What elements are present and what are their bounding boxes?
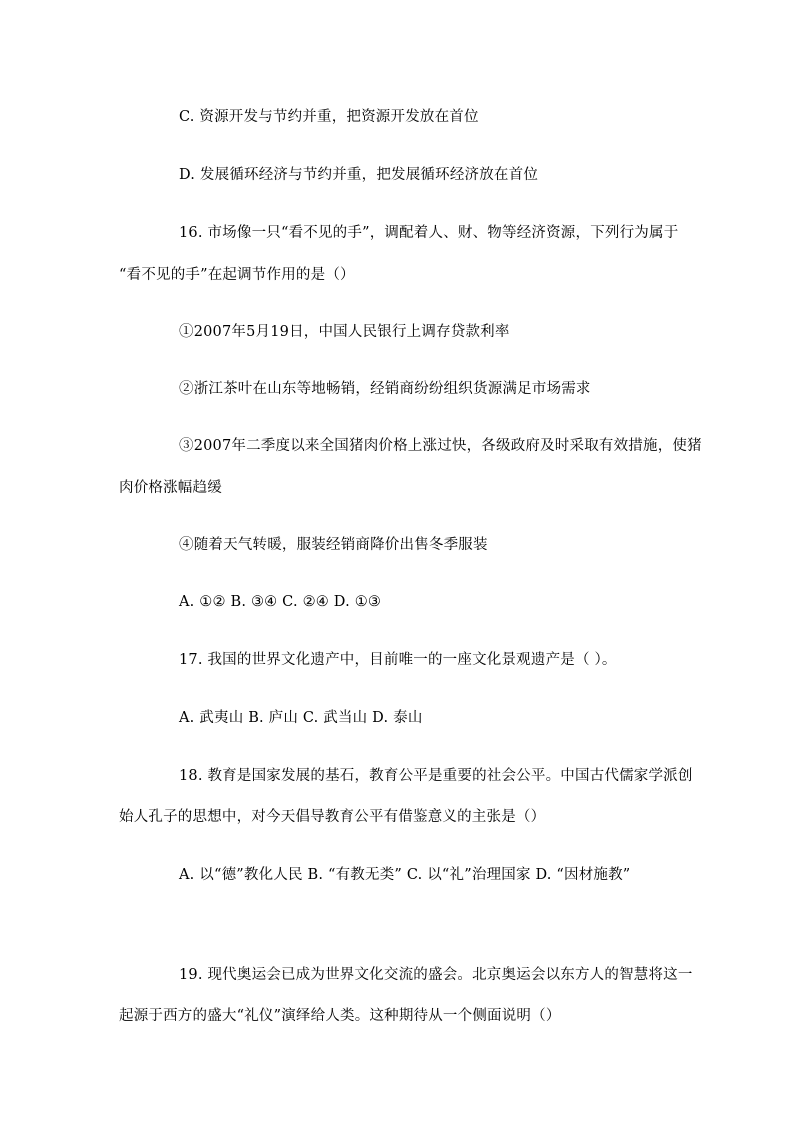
q16-options: A. ①② B. ③④ C. ②④ D. ①③ bbox=[179, 594, 382, 610]
question-17: 17. 我国的世界文化遗产中，目前唯一的一座文化景观遗产是（ ）。 bbox=[179, 652, 617, 668]
q16-statement-4: ④随着天气转暖，服装经销商降价出售冬季服装 bbox=[179, 537, 488, 553]
question-18-line-2: 始人孔子的思想中，对今天倡导教育公平有借鉴意义的主张是（） bbox=[119, 809, 546, 825]
q16-statement-3-line-2: 肉价格涨幅趋缓 bbox=[119, 480, 222, 496]
q16-statement-2: ②浙江茶叶在山东等地畅销，经销商纷纷组织货源满足市场需求 bbox=[179, 381, 591, 397]
question-16-line-1: 16. 市场像一只“看不见的手”，调配着人、财、物等经济资源，下列行为属于 bbox=[179, 225, 679, 241]
q16-statement-1: ①2007年5月19日，中国人民银行上调存贷款利率 bbox=[179, 324, 510, 340]
question-19-line-1: 19. 现代奥运会已成为世界文化交流的盛会。北京奥运会以东方人的智慧将这一 bbox=[179, 967, 693, 983]
question-19-line-2: 起源于西方的盛大“礼仪”演绎给人类。这种期待从一个侧面说明（） bbox=[119, 1008, 561, 1024]
option-d-q15: D. 发展循环经济与节约并重，把发展循环经济放在首位 bbox=[179, 167, 539, 183]
question-18-line-1: 18. 教育是国家发展的基石，教育公平是重要的社会公平。中国古代儒家学派创 bbox=[179, 768, 693, 784]
question-16-line-2: “看不见的手”在起调节作用的是（） bbox=[119, 267, 355, 283]
q17-options: A. 武夷山 B. 庐山 C. 武当山 D. 泰山 bbox=[179, 710, 423, 726]
option-c-q15: C. 资源开发与节约并重，把资源开发放在首位 bbox=[179, 109, 479, 125]
q16-statement-3-line-1: ③2007年二季度以来全国猪肉价格上涨过快，各级政府及时采取有效措施，使猪 bbox=[179, 438, 702, 454]
q18-options: A. 以“德”教化人民 B. “有教无类” C. 以“礼”治理国家 D. “因材施教” bbox=[179, 867, 631, 883]
